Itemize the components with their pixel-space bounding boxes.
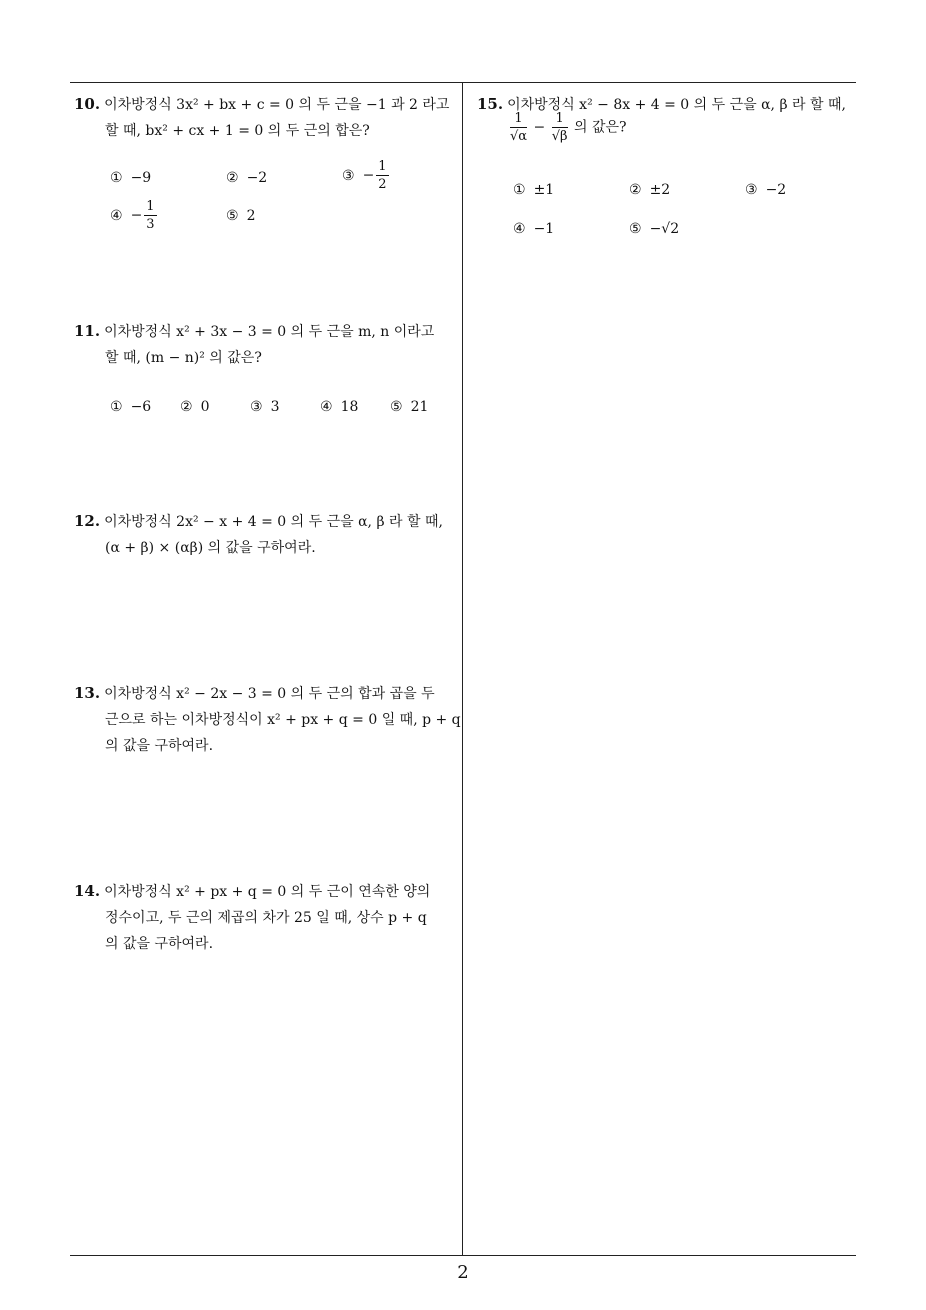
choice-value: 21 [410,399,429,415]
choice-mark: ① [513,182,526,198]
problem-text: 이차방정식 3x² + bx + c = 0 의 두 근을 −1 과 2 라고 [104,97,450,113]
choice-value: ±1 [533,182,555,198]
problem-15-line-1 [477,94,846,114]
choice-5[interactable] [390,399,428,415]
problem-14 [74,881,459,961]
problem-number: 13. [74,684,101,702]
choice-mark: ④ [513,221,526,237]
choice-mark: ② [629,182,642,198]
choice-4[interactable] [320,399,358,415]
problem-11-line-2: 할 때, (m − n)² 의 값은? [105,350,262,366]
problem-12 [74,511,459,571]
problem-text: 이차방정식 x² − 2x − 3 = 0 의 두 근의 합과 곱을 두 [104,686,435,702]
bottom-rule [70,1255,856,1256]
choice-value: 3 [270,399,280,415]
problem-10 [74,94,459,254]
problem-number: 10. [74,95,101,113]
choice-value: 18 [340,399,359,415]
choice-1[interactable] [110,399,151,415]
problem-text: 이차방정식 x² − 8x + 4 = 0 의 두 근을 α, β 라 할 때, [507,97,846,113]
problem-14-line-3: 의 값을 구하여라. [105,936,214,952]
choice-2[interactable] [180,399,209,415]
choice-4[interactable] [513,221,554,237]
choice-3[interactable] [250,399,279,415]
top-rule [70,82,856,83]
problem-10-line-2: 할 때, bx² + cx + 1 = 0 의 두 근의 합은? [105,123,370,139]
problem-15 [477,94,862,254]
choice-4[interactable] [110,200,159,231]
problem-11 [74,321,459,431]
choice-mark: ⑤ [390,399,403,415]
choice-value: ±2 [649,182,671,198]
problem-tail: 의 값은? [573,119,627,136]
problem-text: 이차방정식 x² + 3x − 3 = 0 의 두 근을 m, n 이라고 [104,324,435,340]
problem-number: 11. [74,322,101,340]
choice-2[interactable] [629,182,670,198]
choice-value: 0 [200,399,210,415]
choice-mark: ⑤ [226,208,239,224]
choice-mark: ① [110,170,123,186]
choice-mark: ③ [342,167,355,184]
choice-5[interactable] [629,221,679,237]
problem-13 [74,683,459,763]
problem-14-line-2: 정수이고, 두 근의 제곱의 차가 25 일 때, 상수 p + q [105,910,427,926]
choice-mark: ③ [250,399,263,415]
fraction-2: $\frac{1}{√\beta}$ [551,111,568,144]
choice-1[interactable] [110,170,151,186]
choice-fraction: $\frac{1}{3}$ [146,199,155,232]
problem-13-line-1 [74,683,435,703]
problem-10-line-1 [74,94,449,114]
choice-sign: − [130,207,143,224]
fraction-1: $\frac{1}{√\alpha}$ [510,111,528,144]
choice-2[interactable] [226,170,267,186]
column-divider [462,82,463,1256]
choice-value: −2 [765,182,787,198]
choice-mark: ① [110,399,123,415]
choice-mark: ④ [110,207,123,224]
choice-fraction: $\frac{1}{2}$ [378,159,387,192]
choice-mark: ② [226,170,239,186]
problem-number: 15. [477,95,504,113]
choice-mark: ⑤ [629,221,642,237]
problem-text: 이차방정식 x² + px + q = 0 의 두 근이 연속한 양의 [104,884,431,900]
choice-mark: ④ [320,399,333,415]
page-number: 2 [457,1262,469,1283]
choice-5[interactable] [226,208,255,224]
choice-mark: ② [180,399,193,415]
problem-12-line-1 [74,511,443,531]
choice-value: −6 [130,399,152,415]
choice-sign: − [362,167,375,184]
choice-value: −2 [246,170,268,186]
problem-15-expression [508,112,627,143]
choice-value: −9 [130,170,152,186]
problem-number: 12. [74,512,101,530]
problem-11-line-1 [74,321,434,341]
problem-12-line-2: (α + β) × (αβ) 의 값을 구하여라. [105,540,316,556]
minus-sign: − [533,119,546,136]
problem-13-line-3: 의 값을 구하여라. [105,738,214,754]
choice-value: −1 [533,221,555,237]
problem-number: 14. [74,882,101,900]
choice-1[interactable] [513,182,554,198]
choice-3[interactable] [745,182,786,198]
problem-text: 이차방정식 2x² − x + 4 = 0 의 두 근을 α, β 라 할 때, [104,514,443,530]
problem-13-line-2: 근으로 하는 이차방정식이 x² + px + q = 0 일 때, p + q [105,712,461,728]
choice-3[interactable] [342,160,391,191]
problem-14-line-1 [74,881,430,901]
choice-mark: ③ [745,182,758,198]
choice-value: −√2 [649,221,680,237]
choice-value: 2 [246,208,256,224]
